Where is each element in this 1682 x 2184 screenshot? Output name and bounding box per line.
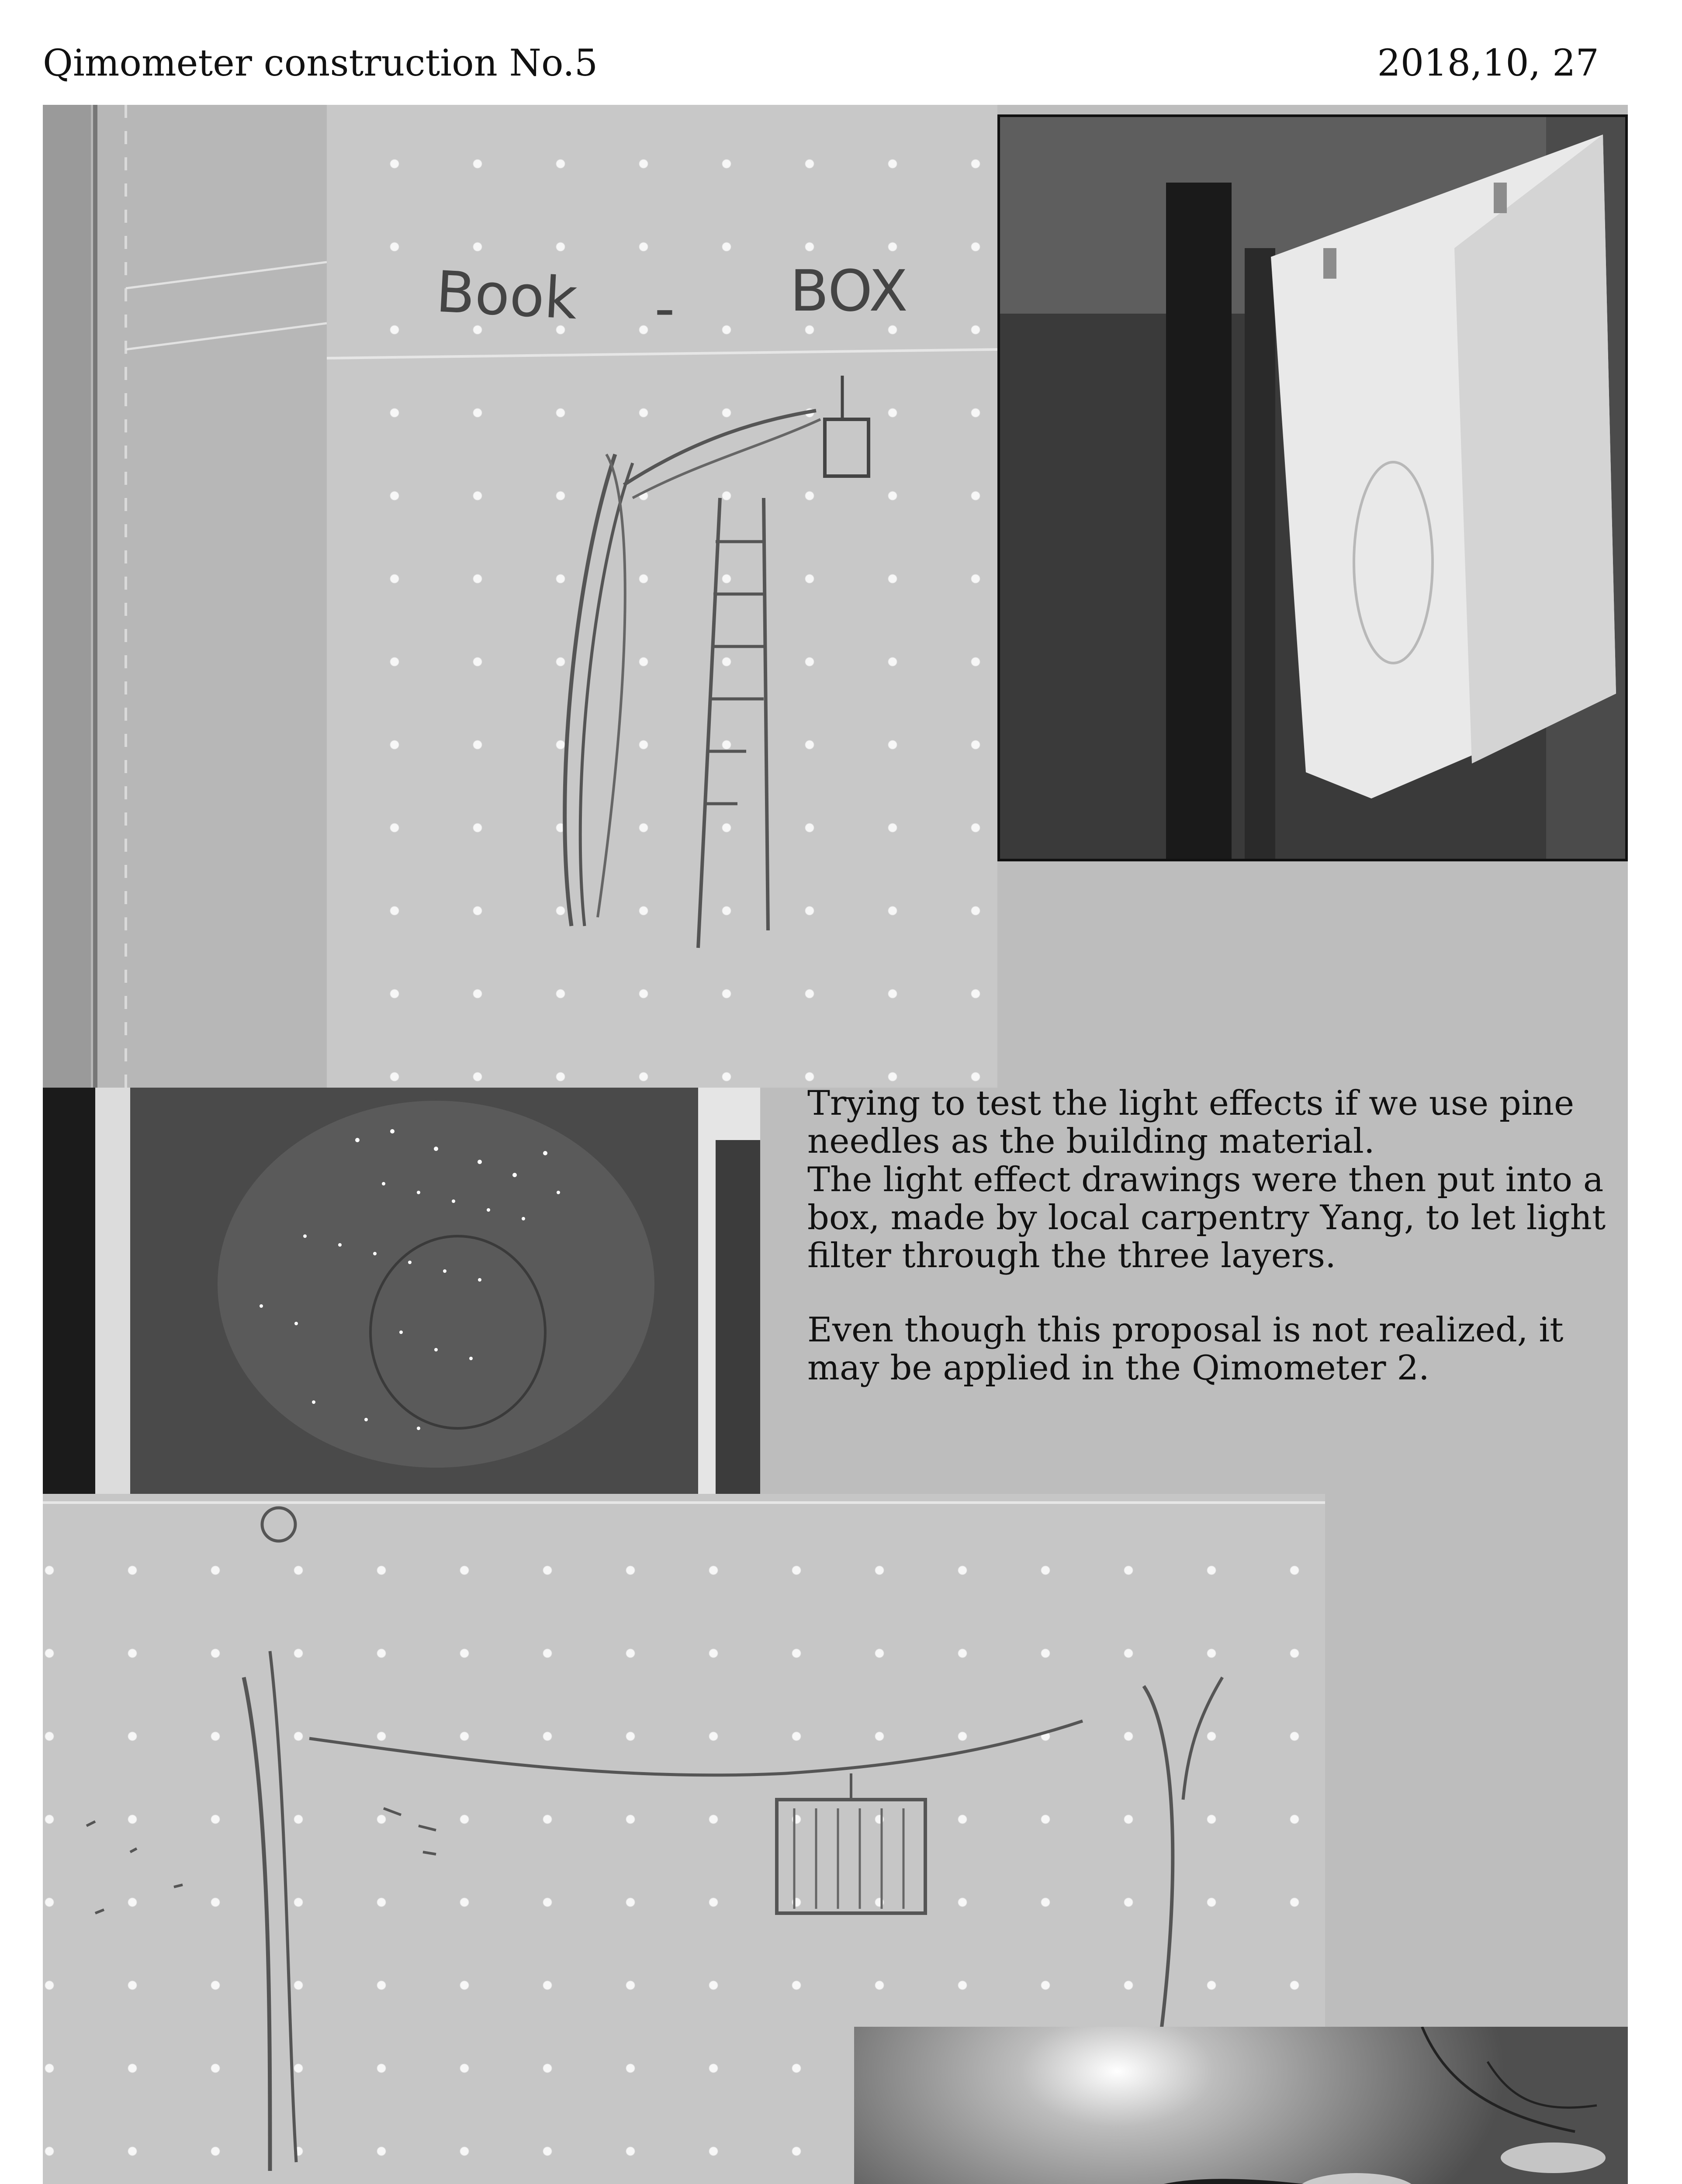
photo-light-through-paper	[43, 1088, 760, 1494]
page-title: Qimometer construction No.5	[43, 41, 598, 84]
photo-box-against-sky	[854, 2027, 1628, 2184]
description-text	[807, 1085, 1629, 1424]
sketch-heading-left: Book	[434, 258, 579, 332]
spine-stitching	[43, 105, 327, 1088]
notebook-spine	[43, 105, 327, 1088]
sketch-heading-dash: -	[654, 275, 675, 342]
description-paragraph-2: Even though this proposal is not realized, it may be applied in the Qimometer 2.	[807, 1310, 1564, 1388]
sketch-heading-right: BOX	[790, 258, 908, 324]
sketch-book-box	[327, 105, 997, 1088]
description-paragraph-1: Trying to test the light effects if we use pine needles as the building material. The light effect drawings were then put into a box, made by local carpentry Yang, to let light filter through the three layers.	[807, 1084, 1606, 1276]
photo-hanging-paper	[997, 114, 1628, 861]
page-date: 2018,10, 27	[1377, 41, 1599, 84]
sketch-drawing	[327, 105, 997, 1088]
